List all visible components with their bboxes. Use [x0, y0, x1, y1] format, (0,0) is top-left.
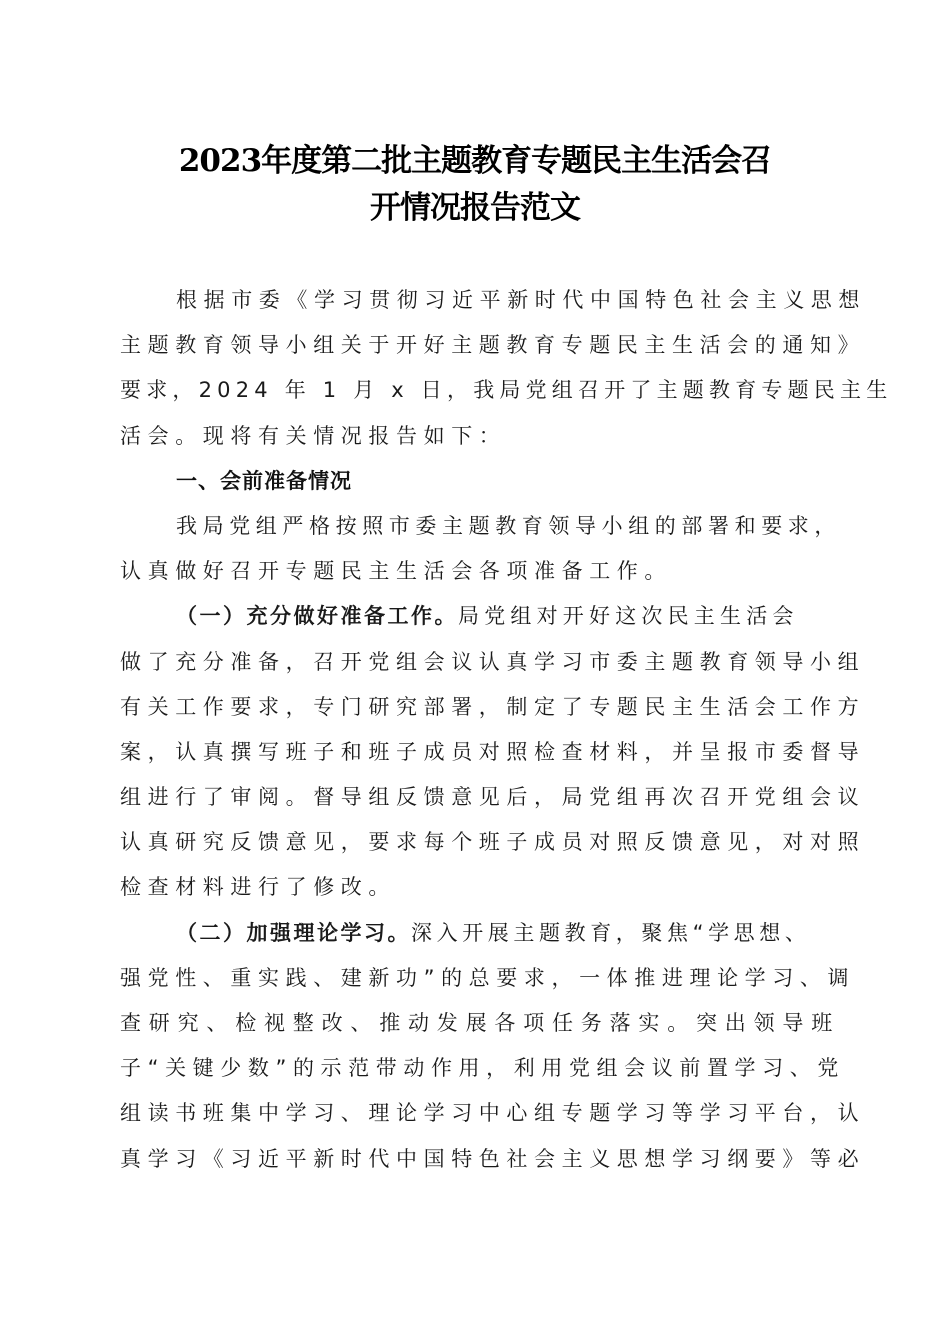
subsection-heading: （二）加强理论学习。 — [176, 920, 411, 945]
document-title — [120, 138, 830, 232]
subsection-heading: （一）充分做好准备工作。 — [176, 604, 458, 629]
paragraph-line: 活会。现将有关情况报告如下： — [120, 423, 507, 448]
intro-paragraph — [120, 278, 893, 459]
paragraph-line: 检查材料进行了修改。 — [120, 875, 396, 900]
paragraph-line: 主题教育领导小组关于开好主题教育专题民主生活会的通知》 — [120, 333, 866, 358]
paragraph-line: 组读书班集中学习、理论学习中心组专题学习等学习平台，认 — [120, 1101, 866, 1126]
paragraph-line: 根据市委《学习贯彻习近平新时代中国特色社会主义思想 — [176, 288, 866, 312]
paragraph-line — [120, 911, 840, 956]
subsection1-paragraph — [120, 594, 866, 910]
paragraph-line: 认真研究反馈意见，要求每个班子成员对照反馈意见，对对照 — [120, 830, 866, 855]
paragraph-text: 局党组对开好这次民主生活会 — [458, 604, 799, 629]
paragraph-line: 真学习《习近平新时代中国特色社会主义思想学习纲要》等必 — [120, 1146, 866, 1171]
title-line-1: 2023年度第二批主题教育专题民主生活会召 — [178, 143, 772, 179]
title-line-2: 开情况报告范文 — [370, 190, 580, 226]
subsection2-paragraph — [120, 911, 866, 1182]
document-body — [120, 278, 893, 1182]
paragraph-line: 要求，2024 年 1 月 x 日，我局党组召开了主题教育专题民主生 — [120, 378, 893, 403]
paragraph-line: 子“关键少数”的示范带动作用，利用党组会议前置学习、党 — [120, 1056, 845, 1081]
paragraph-line: 有关工作要求，专门研究部署，制定了专题民主生活会工作方 — [120, 694, 866, 719]
paragraph-line: 案，认真撰写班子和班子成员对照检查材料，并呈报市委督导 — [120, 739, 866, 764]
paragraph-line — [120, 594, 840, 639]
paragraph-line: 强党性、重实践、建新功”的总要求，一体推进理论学习、调 — [120, 965, 856, 990]
paragraph-text: 深入开展主题教育，聚焦“学思想、 — [411, 920, 811, 945]
section1-paragraph — [120, 504, 840, 594]
section-heading: 一、会前准备情况 — [176, 468, 352, 493]
paragraph-line: 认真做好召开专题民主生活会各项准备工作。 — [120, 559, 672, 584]
paragraph-line: 做了充分准备，召开党组会议认真学习市委主题教育领导小组 — [120, 649, 866, 674]
paragraph-line: 组进行了审阅。督导组反馈意见后，局党组再次召开党组会议 — [120, 785, 866, 810]
paragraph-line: 查研究、检视整改、推动发展各项任务落实。突出领导班 — [120, 1011, 840, 1035]
paragraph-line: 我局党组严格按照市委主题教育领导小组的部署和要求， — [176, 513, 841, 538]
